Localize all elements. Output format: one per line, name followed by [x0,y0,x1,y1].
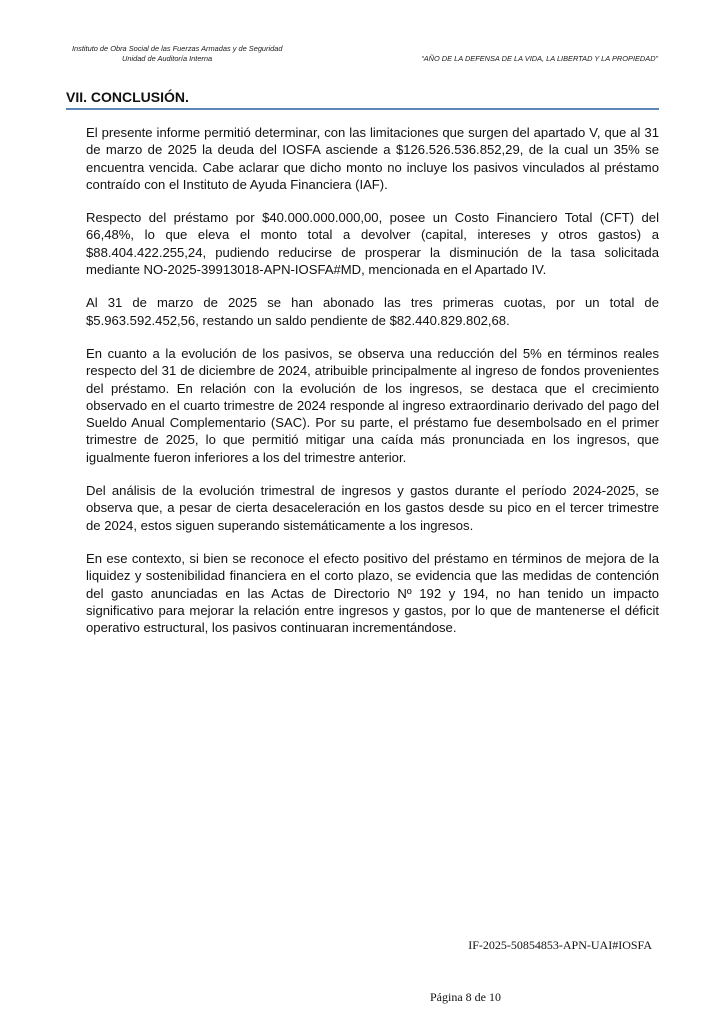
unit-name: Unidad de Auditoría Interna [122,54,213,63]
institution-name: Instituto de Obra Social de las Fuerzas Armadas y de Seguridad [72,44,283,53]
document-identifier: IF-2025-50854853-APN-UAI#IOSFA [468,938,652,952]
paragraph-installments: Al 31 de marzo de 2025 se han abonado las tres primeras cuotas, por un total de $5.963.592.452,56, restando un saldo pendiente de $82.440.829.802,68. [86,295,659,328]
paragraph-liabilities-evolution: En cuanto a la evolución de los pasivos, se observa una reducción del 5% en términos reales respecto del 31 de diciembre de 2024, atribuible principalmente al ingreso de fondos provenientes del préstamo. En relación con la evolución de los ingresos, se destaca que el crecimiento observado en el cuarto trimestre de 2024 responde al ingreso extraordinario derivado del pago del Sueldo Anual Complementario (SAC). Por su parte, el préstamo fue desembolsado en el primer trimestre de 2025, lo que permitió mitigar una caída más pronunciada en los ingresos, que igualmente fueron inferiores a los del trimestre anterior. [86,345,659,465]
section-title-underline [66,108,659,110]
page-number: Página 8 de 10 [430,990,501,1004]
header-motto: “AÑO DE LA DEFENSA DE LA VIDA, LA LIBERTAD Y LA PROPIEDAD” [421,54,658,63]
conclusion-body [86,124,659,652]
paragraph-debt-summary: El presente informe permitió determinar, con las limitaciones que surgen del apartado V, que al 31 de marzo de 2025 la deuda del IOSFA asciende a $126.526.536.852,29, de la cual un 35% se encuentra vencida. Cabe aclarar que dicho monto no incluye los pasivos vinculados al préstamo contraído con el Instituto de Ayuda Financiera (IAF). [86,125,659,192]
paragraph-loan-cost: Respecto del préstamo por $40.000.000.000,00, posee un Costo Financiero Total (CFT) del 66,48%, lo que eleva el monto total a devolver (capital, intereses y otros gastos) a $88.404.422.255,24, pudiendo reducirse de prosperar la disminución de la tasa solicitada mediante NO-2025-39913018-APN-IOSFA#MD, mencionada en el Apartado IV. [86,210,659,278]
paragraph-context: En ese contexto, si bien se reconoce el efecto positivo del préstamo en términos de mejora de la liquidez y sostenibilidad financiera en el corto plazo, se evidencia que las medidas de contención del gasto anunciadas en las Actas de Directorio Nº 192 y 194, no han tenido un impacto significativo para mejorar la relación entre ingresos y gastos, por lo que de mantenerse el déficit operativo estructural, los pasivos continuaran incrementándose. [86,550,659,636]
paragraph-quarterly-analysis: Del análisis de la evolución trimestral de ingresos y gastos durante el período 2024-2025, se observa que, a pesar de cierta desaceleración en los gastos desde su pico en el tercer trimestre de 2024, estos siguen superando sistemáticamente a los ingresos. [86,483,659,533]
page-header-institution [72,44,332,64]
section-title: VII. CONCLUSIÓN. [66,89,189,105]
